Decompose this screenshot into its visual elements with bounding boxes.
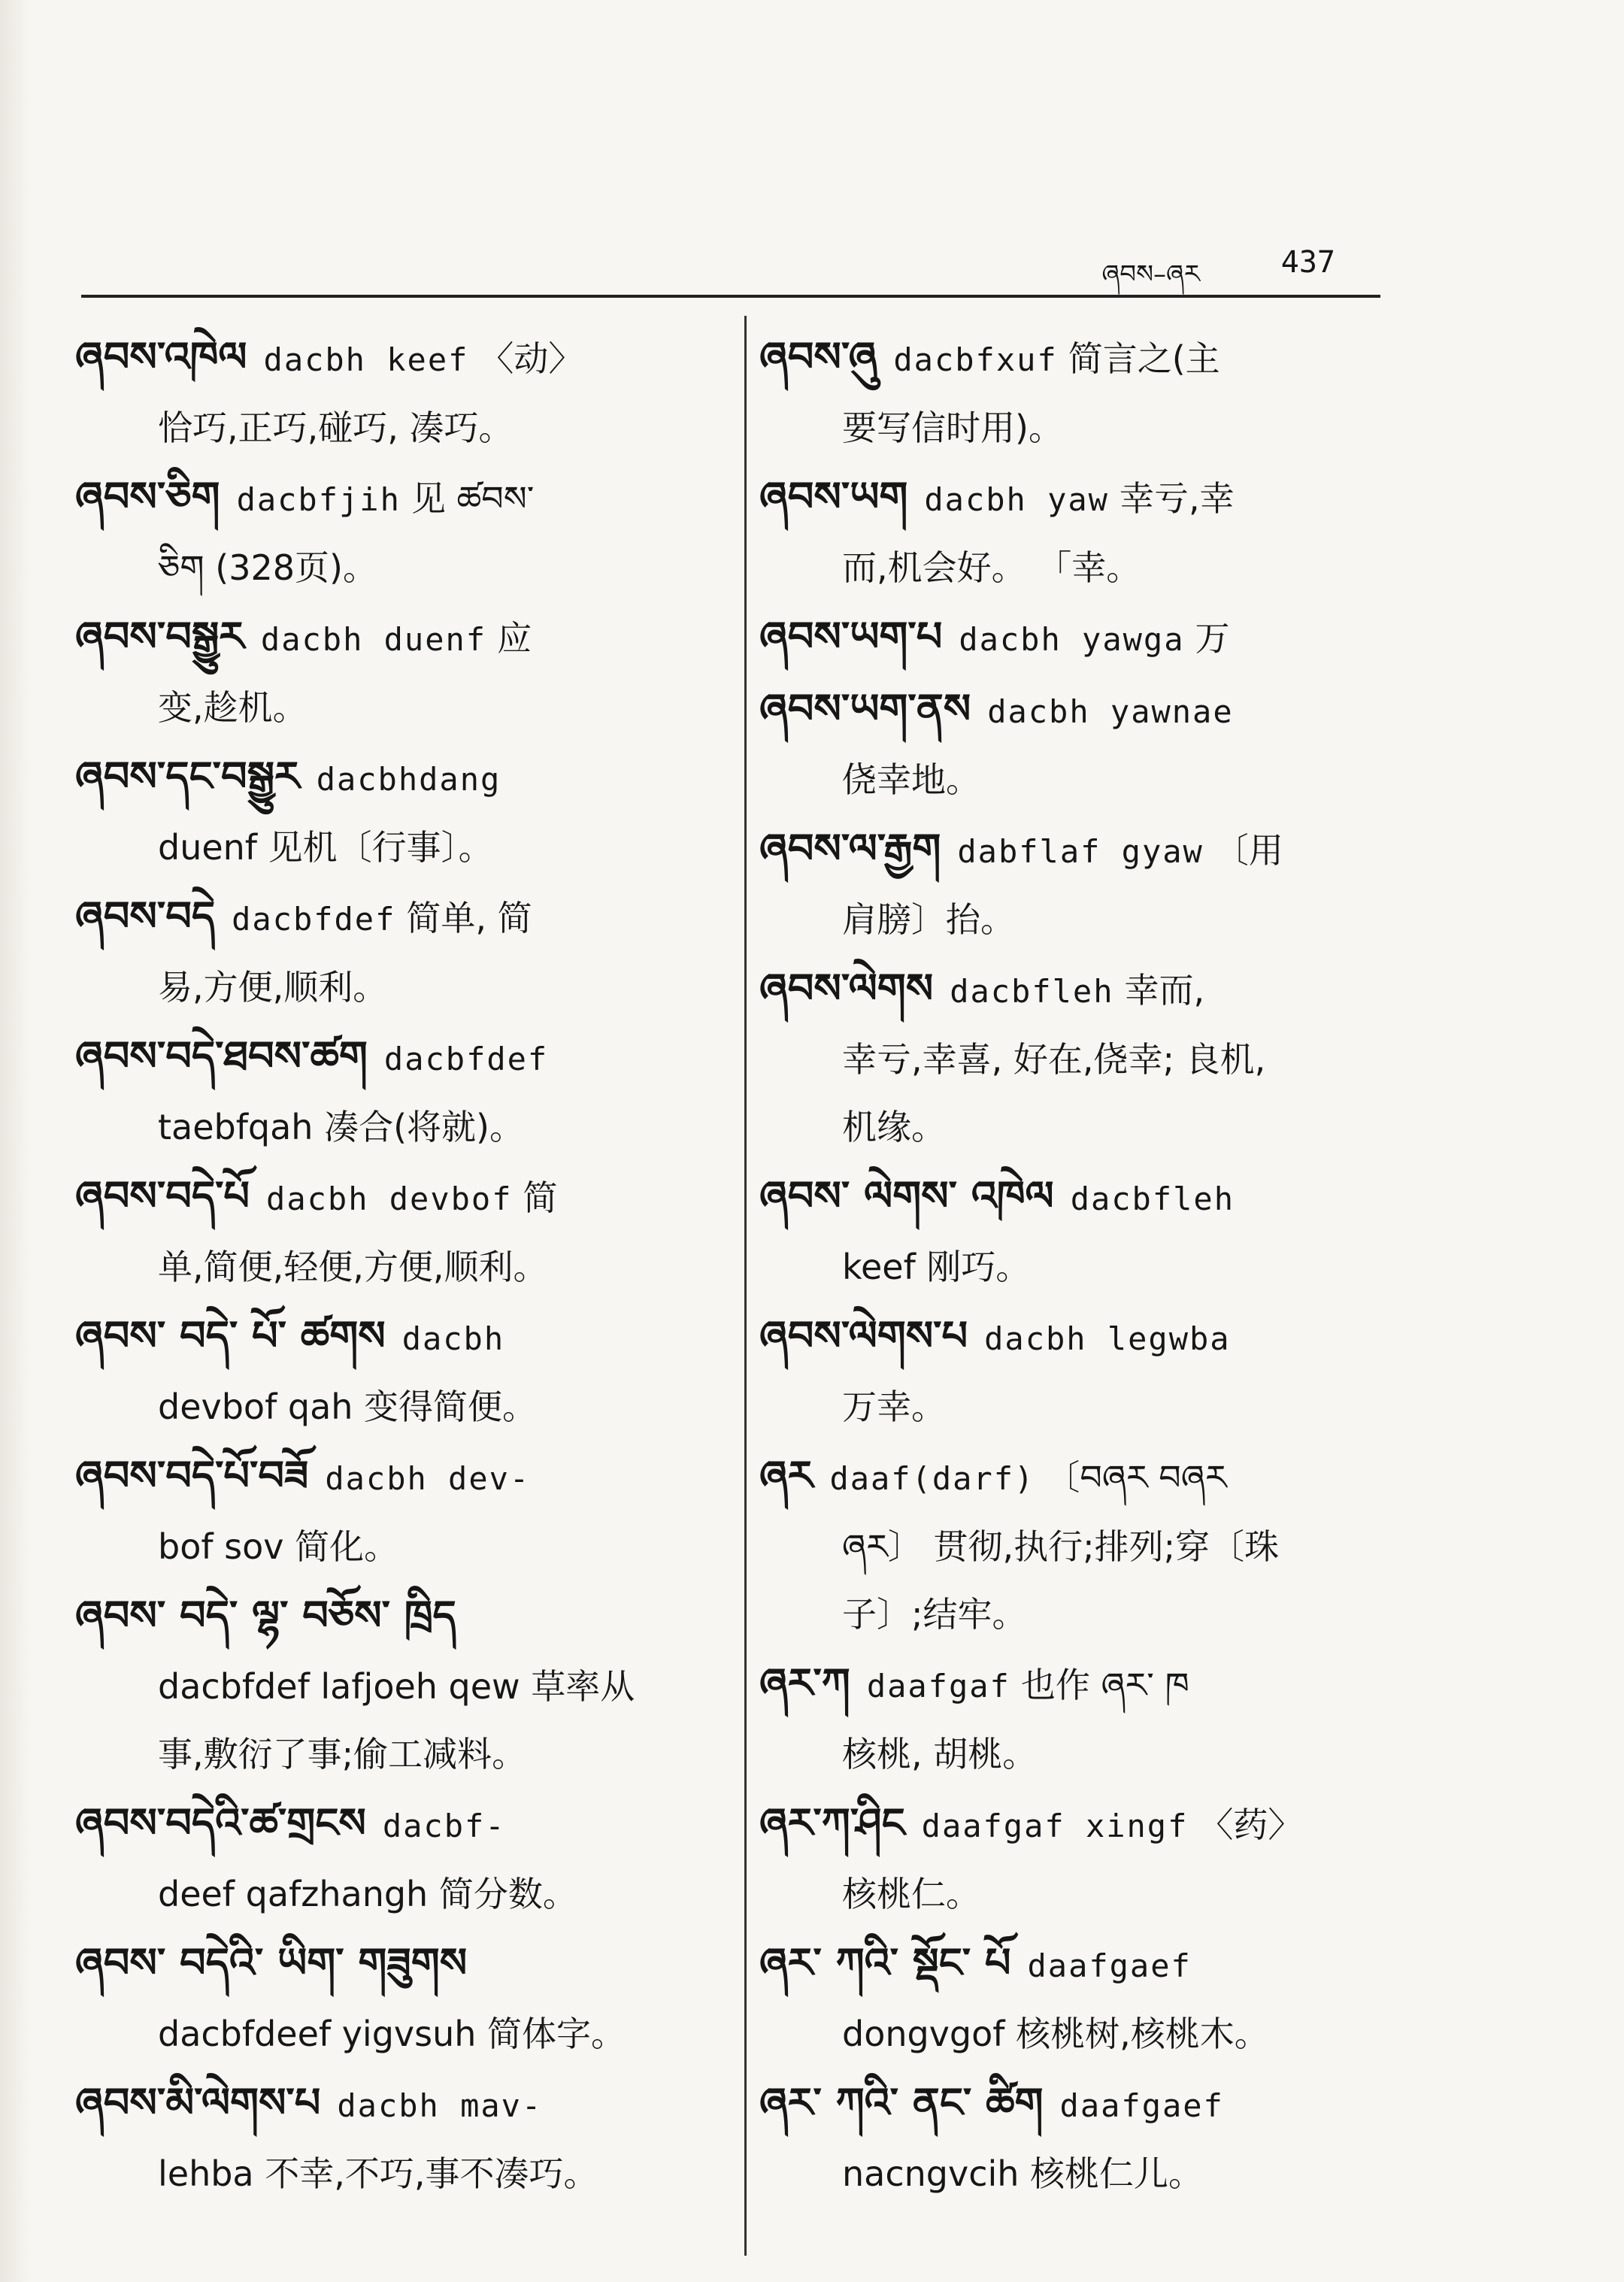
- entry-gloss: 〈药〉: [1198, 1805, 1303, 1845]
- dictionary-entry: [75, 1162, 714, 1301]
- dictionary-entry: [759, 323, 1406, 462]
- dictionary-entry: [75, 1023, 714, 1161]
- dictionary-entry: [759, 603, 1406, 674]
- dictionary-entry: [75, 603, 714, 741]
- entry-continuation: dacbfdef lafjoeh qew 草率从: [158, 1666, 635, 1707]
- entry-headword: ཞབས་དང་བསྒྱུར: [75, 753, 300, 800]
- entry-romanization: daaf(darf): [829, 1460, 1035, 1497]
- entry-continuation: dacbfdeef yigvsuh 简体字。: [158, 2014, 626, 2054]
- entry-gloss: 见 ཚབས་: [411, 478, 535, 519]
- entry-headword: ཞབས་ཡག་པ: [759, 613, 943, 660]
- entry-romanization: dacbfdef: [383, 1041, 549, 1077]
- entry-continuation: dongvgof 核桃树,核桃木。: [842, 2014, 1269, 2054]
- entry-headword: ཞབས་བདེ་ཐབས་ཚག: [75, 1032, 368, 1080]
- running-head: ཞབས–ཞར: [1101, 259, 1200, 289]
- entry-continuation: 单,简便,轻便,方便,顺利。: [158, 1247, 548, 1287]
- entry-continuation: ཞར〕 贯彻,执行;排列;穿〔珠: [842, 1526, 1280, 1567]
- entry-headword: ཞབས་ལ་རྒྱག: [759, 825, 941, 872]
- entry-gloss: 幸而,: [1124, 970, 1205, 1011]
- entry-continuation: 万幸。: [842, 1386, 946, 1427]
- dictionary-entry: [75, 463, 714, 602]
- entry-continuation: devbof qah 变得简便。: [158, 1386, 538, 1427]
- scan-edge-shading: [0, 0, 30, 2282]
- dictionary-entry: [759, 955, 1406, 1161]
- entry-continuation: lehba 不幸,不巧,事不凑巧。: [158, 2153, 598, 2194]
- dictionary-entry: [759, 815, 1406, 953]
- entry-headword: ཞབས་ བདེ་ ལྷ་ བཅོས་ ཁྲིད: [75, 1592, 456, 1639]
- entry-gloss: 简: [523, 1177, 558, 1218]
- entry-gloss: 简言之(主: [1068, 338, 1220, 379]
- entry-continuation: keef 刚巧。: [842, 1247, 1031, 1287]
- entry-headword: ཞབས་བསྒྱུར: [75, 613, 244, 660]
- entry-headword: ཞབས་ལེགས་པ: [759, 1312, 968, 1359]
- entry-romanization: daafgaf xingf: [921, 1808, 1189, 1844]
- entry-romanization: dacbfleh: [1070, 1180, 1235, 1217]
- entry-romanization: dacbh legwba: [984, 1320, 1231, 1357]
- entry-romanization: daafgaef: [1027, 1947, 1192, 1984]
- dictionary-entry: [75, 323, 714, 462]
- entry-continuation: 易,方便,顺利。: [158, 967, 388, 1008]
- entry-headword: ཞབས་བདེ: [75, 892, 216, 940]
- dictionary-entry: [75, 883, 714, 1021]
- dictionary-entry: [759, 1442, 1406, 1648]
- entry-continuation: 侥幸地。: [842, 759, 980, 800]
- column-divider: [744, 316, 747, 2256]
- dictionary-entry: [759, 1929, 1406, 2068]
- entry-romanization: dacbh yaw: [924, 481, 1109, 518]
- dictionary-entry: [75, 743, 714, 881]
- entry-continuation: 子〕;结牢。: [842, 1594, 1027, 1635]
- entry-gloss: 幸亏,幸: [1119, 478, 1235, 519]
- entry-romanization: dacbh duenf: [260, 621, 487, 658]
- entry-continuation: 机缘。: [842, 1107, 946, 1147]
- entry-continuation: 核桃仁。: [842, 1874, 980, 1914]
- entry-gloss: 〔བཞར བཞར: [1045, 1457, 1227, 1498]
- entry-headword: ཞབས་མི་ལེགས་པ: [75, 2079, 321, 2126]
- entry-continuation: 要写信时用)。: [842, 408, 1063, 448]
- entry-romanization: dacbh mav-: [337, 2087, 543, 2124]
- entry-headword: ཞར: [759, 1452, 814, 1499]
- entry-headword: ཞབས་བདེ་པོ: [75, 1172, 250, 1220]
- entry-continuation: 恰巧,正巧,碰巧, 凑巧。: [158, 408, 514, 448]
- entry-continuation: taebfqah 凑合(将就)。: [158, 1107, 524, 1147]
- entry-gloss: 也作 ཞར་ ཁ: [1020, 1665, 1189, 1705]
- entry-headword: ཞར་ཀ་ཤིང: [759, 1799, 905, 1847]
- entry-headword: ཞབས་ བདེ་ པོ་ ཚགས: [75, 1312, 386, 1359]
- entry-headword: ཞབས་ཞུ: [759, 333, 877, 380]
- header-rule: [81, 295, 1380, 298]
- entry-romanization: dacbhdang: [316, 761, 501, 798]
- entry-gloss: 〔用: [1213, 830, 1283, 871]
- entry-romanization: dacbfxuf: [893, 341, 1058, 378]
- entry-continuation: ཅིག (328页)。: [158, 547, 377, 588]
- entry-headword: ཞབས་ལེགས: [759, 965, 934, 1012]
- entry-romanization: dabflaf gyaw: [957, 833, 1204, 870]
- entry-romanization: dacbfdef: [232, 901, 396, 938]
- entry-romanization: dacbh keef: [263, 341, 469, 378]
- dictionary-entry: [759, 2069, 1406, 2208]
- entry-continuation: duenf 见机〔行事〕。: [158, 827, 493, 868]
- entry-continuation: 事,敷衍了事;偷工减料。: [158, 1734, 527, 1774]
- dictionary-entry: [75, 1302, 714, 1441]
- entry-gloss: 应: [497, 618, 532, 659]
- right-column: [759, 323, 1406, 2209]
- entry-headword: ཞབས་ ལེགས་ འཁེལ: [759, 1172, 1054, 1220]
- dictionary-entry: [75, 1790, 714, 1928]
- entry-romanization: daafgaef: [1059, 2087, 1224, 2124]
- entry-romanization: dacbh dev-: [325, 1460, 531, 1497]
- entry-headword: ཞབས་ཡག: [759, 473, 908, 520]
- entry-headword: ཞབས་ བདེའི་ ཡིག་ གཟུགས: [75, 1939, 468, 1987]
- entry-headword: ཞབས་ཡག་ནས: [759, 685, 971, 732]
- dictionary-entry: [759, 463, 1406, 602]
- dictionary-entry: [759, 675, 1406, 814]
- entry-romanization: dacbf-: [382, 1808, 506, 1844]
- left-column: [75, 323, 714, 2209]
- dictionary-entry: [75, 1929, 714, 2068]
- dictionary-entry: [759, 1650, 1406, 1788]
- entry-romanization: dacbfjih: [236, 481, 401, 518]
- entry-headword: ཞར་ཀ: [759, 1659, 850, 1707]
- entry-romanization: dacbh: [401, 1320, 505, 1357]
- entry-headword: ཞབས་བདེའི་ཚ་གྲངས: [75, 1799, 366, 1847]
- entry-continuation: 变,趁机。: [158, 687, 308, 728]
- dictionary-entry: [75, 2069, 714, 2208]
- entry-continuation: bof sov 简化。: [158, 1526, 399, 1567]
- entry-continuation: 核桃, 胡桃。: [842, 1734, 1038, 1774]
- dictionary-entry: [759, 1790, 1406, 1928]
- entry-gloss: 〈动〉: [479, 338, 583, 379]
- entry-continuation: 幸亏,幸喜, 好在,侥幸; 良机,: [842, 1039, 1266, 1080]
- entry-gloss: 万: [1195, 618, 1230, 659]
- entry-continuation: deef qafzhangh 简分数。: [158, 1874, 577, 1914]
- page-number: 437: [1280, 245, 1335, 280]
- entry-romanization: daafgaf: [866, 1668, 1010, 1705]
- entry-headword: ཞར་ ཀའི་ སྡོང་ པོ: [759, 1939, 1011, 1987]
- entry-headword: ཞར་ ཀའི་ ནང་ ཚིག: [759, 2079, 1044, 2126]
- dictionary-entry: [759, 1162, 1406, 1301]
- page-header: [81, 241, 1380, 289]
- entry-romanization: dacbh yawga: [959, 621, 1185, 658]
- entry-headword: ཞབས་འཁེལ: [75, 333, 247, 380]
- dictionary-entry: [75, 1442, 714, 1580]
- entry-romanization: dacbh devbof: [266, 1180, 513, 1217]
- entry-headword: ཞབས་བདེ་པོ་བཟོ: [75, 1452, 309, 1499]
- dictionary-entry: [75, 1582, 714, 1788]
- entry-continuation: 肩膀〕抬。: [842, 899, 1015, 940]
- entry-continuation: nacngvcih 核桃仁儿。: [842, 2153, 1204, 2194]
- entry-headword: ཞབས་ཅིག: [75, 473, 220, 520]
- entry-gloss: 简单, 简: [406, 898, 532, 938]
- entry-romanization: dacbfleh: [950, 973, 1114, 1010]
- entry-romanization: dacbh yawnae: [987, 693, 1234, 730]
- entry-continuation: 而,机会好。 「幸。: [842, 547, 1141, 588]
- dictionary-entry: [759, 1302, 1406, 1441]
